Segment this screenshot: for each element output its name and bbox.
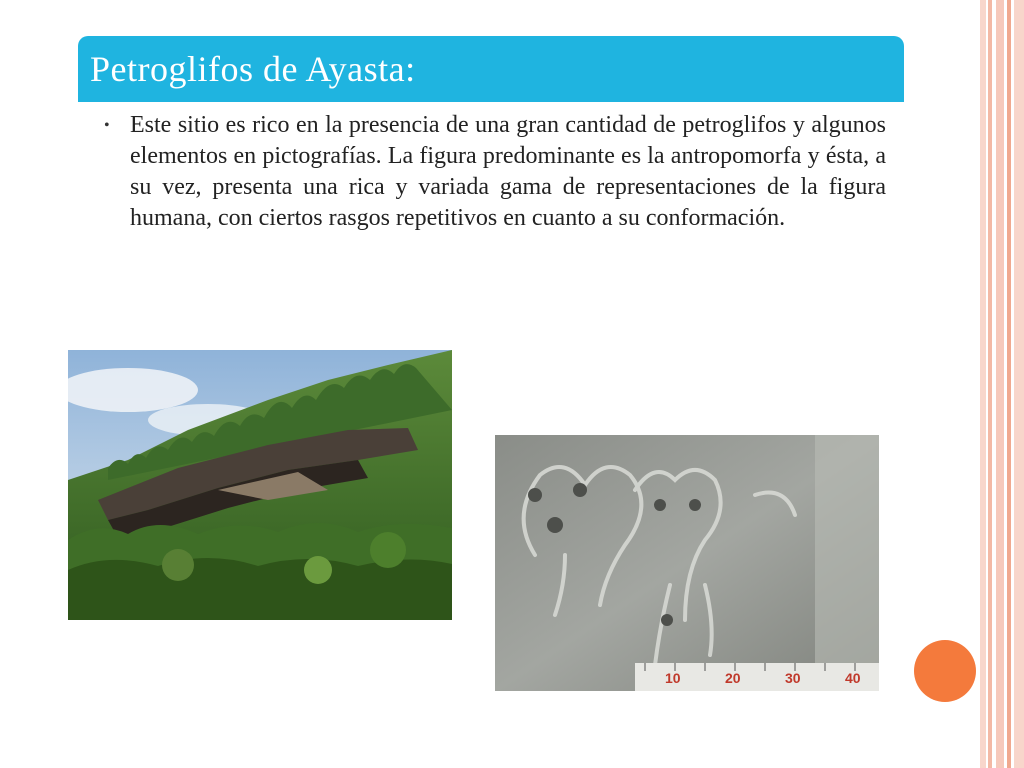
scale-label: 30 xyxy=(785,670,801,686)
slide-title-bar xyxy=(78,36,904,102)
stripe xyxy=(996,0,1004,768)
stripe xyxy=(980,0,986,768)
accent-circle xyxy=(914,640,976,702)
petroglyph-photo xyxy=(495,435,879,691)
landscape-photo xyxy=(68,350,452,620)
stripe xyxy=(1014,0,1024,768)
bullet-text: Este sitio es rico en la presencia de una gran cantidad de petroglifos y algunos elementos en pictografías. La figura predominante es la antropomorfa y ésta, a su vez, presenta una rica y variada gama de representaciones de la figura humana, con ciertos rasgos repetitivos en cuanto a su conformación. xyxy=(130,112,886,231)
landscape-photo-image xyxy=(68,350,452,620)
stripe xyxy=(1007,0,1011,768)
decorative-stripes xyxy=(980,0,1024,768)
bullet-item xyxy=(104,110,886,234)
scale-label: 40 xyxy=(845,670,861,686)
slide-title: Petroglifos de Ayasta: xyxy=(90,49,416,89)
scale-label: 20 xyxy=(725,670,741,686)
stripe xyxy=(988,0,992,768)
bullet-icon: • xyxy=(104,117,110,134)
bullet-list xyxy=(104,110,886,234)
petroglyph-photo-image xyxy=(495,435,879,691)
scale-label: 10 xyxy=(665,670,681,686)
